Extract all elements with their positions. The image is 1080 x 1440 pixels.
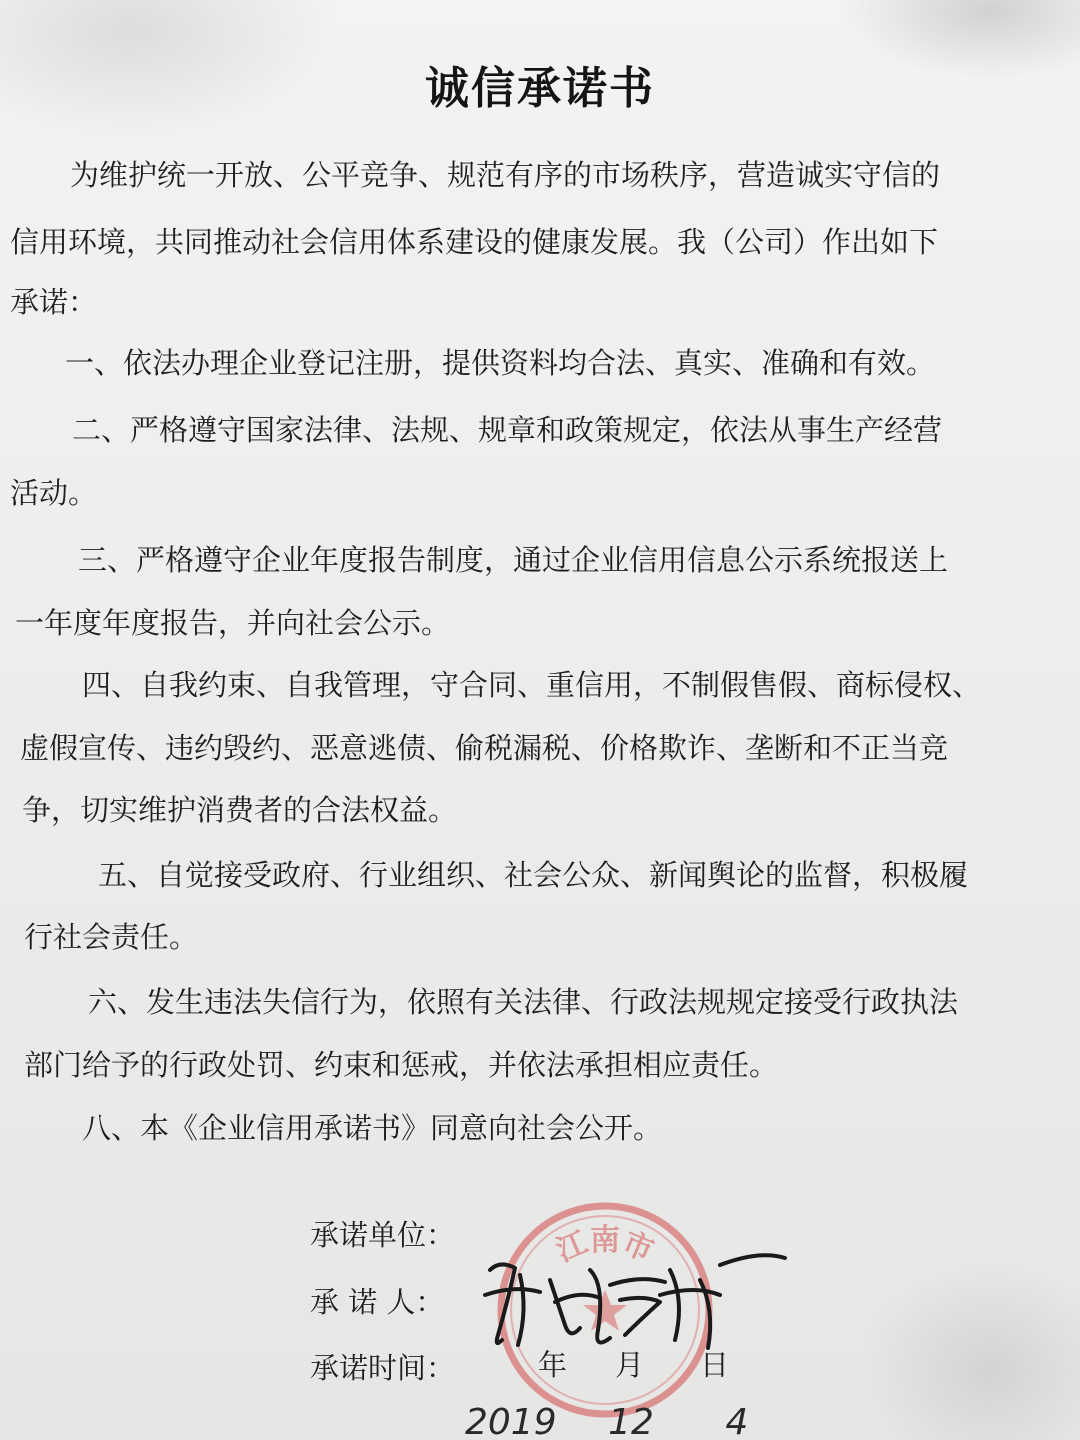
- handwritten-day: 4: [725, 1402, 749, 1440]
- date-month-label: 月: [615, 1348, 645, 1382]
- document-title: 诚信承诺书: [425, 63, 655, 114]
- intro-line-3: 承诺：: [10, 285, 98, 319]
- item-six-line-1: 六、发生违法失信行为，依照有关法律、行政法规规定接受行政执法: [88, 985, 959, 1019]
- item-five-line-1: 五、自觉接受政府、行业组织、社会公众、新闻舆论的监督，积极履: [98, 858, 969, 892]
- date-day-label: 日: [700, 1348, 730, 1382]
- item-eight-line-1: 八、本《企业信用承诺书》同意向社会公开。: [82, 1111, 663, 1145]
- shadow-bottom-right: [860, 1260, 1080, 1440]
- item-two-line-2: 活动。: [10, 476, 98, 510]
- intro-line-2: 信用环境，共同推动社会信用体系建设的健康发展。我（公司）作出如下: [10, 225, 939, 259]
- intro-line-1: 为维护统一开放、公平竞争、规范有序的市场秩序，营造诚实守信的: [70, 158, 941, 192]
- handwritten-date: [465, 1402, 749, 1440]
- commit-unit-label: 承诺单位：: [310, 1218, 456, 1252]
- item-one-line-1: 一、依法办理企业登记注册，提供资料均合法、真实、准确和有效。: [65, 346, 936, 380]
- item-four-line-3: 争，切实维护消费者的合法权益。: [22, 793, 458, 827]
- handwritten-signature-icon: [470, 1240, 790, 1360]
- seal-text: 江南市: [551, 1223, 659, 1270]
- item-four-line-1: 四、自我约束、自我管理，守合同、重信用，不制假售假、商标侵权、: [82, 668, 982, 702]
- item-six-line-2: 部门给予的行政处罚、约束和惩戒，并依法承担相应责任。: [24, 1048, 779, 1082]
- date-year-label: 年: [538, 1348, 568, 1382]
- commit-person-label: 承 诺 人：: [310, 1285, 445, 1319]
- item-five-line-2: 行社会责任。: [24, 920, 199, 954]
- handwritten-year: 2019: [465, 1402, 557, 1440]
- item-four-line-2: 虚假宣传、违约毁约、恶意逃债、偷税漏税、价格欺诈、垄断和不正当竞: [20, 731, 949, 765]
- item-two-line-1: 二、严格遵守国家法律、法规、规章和政策规定，依法从事生产经营: [72, 413, 943, 447]
- handwritten-month: 12: [608, 1402, 654, 1440]
- item-three-line-2: 一年度年度报告，并向社会公示。: [15, 606, 451, 640]
- commit-time-label: 承诺时间：: [310, 1351, 456, 1385]
- item-three-line-1: 三、严格遵守企业年度报告制度，通过企业信用信息公示系统报送上: [78, 543, 949, 577]
